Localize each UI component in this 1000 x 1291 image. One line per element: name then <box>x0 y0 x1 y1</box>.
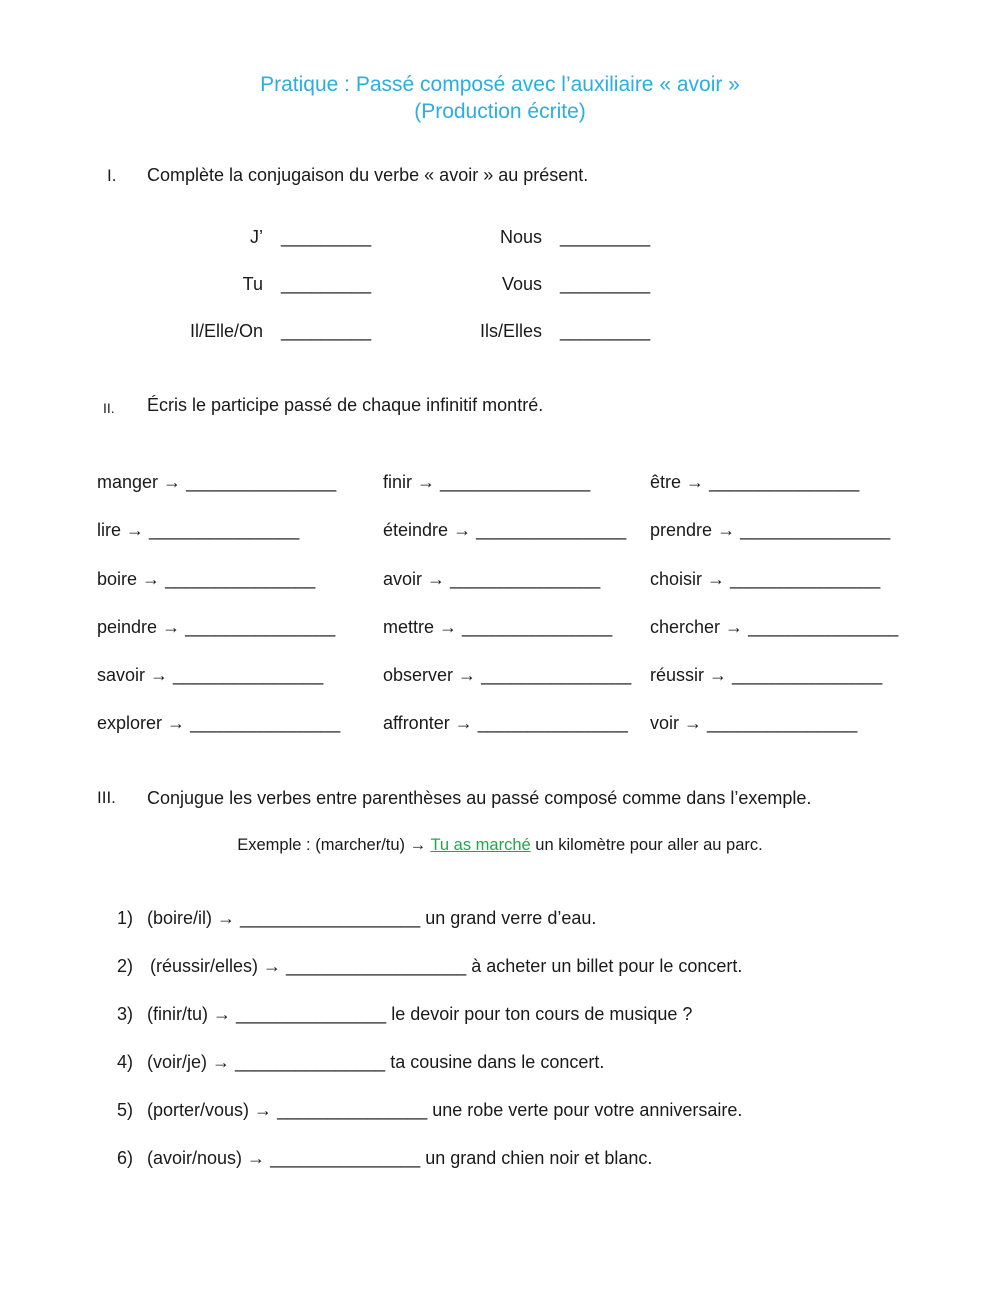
infinitive-label: affronter <box>383 713 450 733</box>
answer-blank[interactable]: _______________ <box>462 617 613 637</box>
arrow-icon: → <box>453 520 472 540</box>
answer-blank[interactable]: _________ <box>281 321 372 341</box>
participle-item <box>650 471 859 493</box>
answer-blank[interactable]: _______________ <box>440 472 591 492</box>
answer-blank[interactable]: _______________ <box>477 713 628 733</box>
participle-item <box>97 471 336 493</box>
participle-item <box>650 712 857 734</box>
arrow-icon: → <box>454 713 473 733</box>
sentence-rest: un grand verre d’eau. <box>425 908 597 928</box>
exercise-item <box>147 907 596 929</box>
answer-blank[interactable]: _______________ <box>709 472 860 492</box>
participle-item <box>383 471 590 493</box>
arrow-icon: → <box>163 472 182 492</box>
answer-blank[interactable]: _______________ <box>450 569 601 589</box>
infinitive-label: être <box>650 472 682 492</box>
infinitive-label: éteindre <box>383 520 449 540</box>
participle-item <box>650 568 880 590</box>
sentence-rest: ta cousine dans le concert. <box>390 1052 605 1072</box>
exercise-item <box>147 1099 742 1121</box>
participle-item <box>650 616 898 638</box>
exercise-item <box>147 1051 604 1073</box>
answer-blank[interactable]: _______________ <box>185 617 336 637</box>
answer-blank[interactable]: _______________ <box>730 569 881 589</box>
arrow-icon: → <box>686 472 705 492</box>
participle-item <box>383 664 631 686</box>
pronoun-tu: Tu <box>242 274 263 294</box>
infinitive-label: voir <box>650 713 680 733</box>
answer-blank[interactable]: _______________ <box>190 713 341 733</box>
verb-prompt: (porter/vous) → <box>147 1100 273 1120</box>
answer-blank[interactable]: _________ <box>560 274 651 294</box>
page-title: Pratique : Passé composé avec l’auxiliaire « avoir » <box>260 73 740 96</box>
answer-blank[interactable]: __________________ <box>286 956 467 976</box>
answer-blank[interactable]: _________ <box>560 227 651 247</box>
infinitive-label: choisir <box>650 569 703 589</box>
arrow-icon: → <box>150 665 169 685</box>
participle-item <box>97 568 315 590</box>
arrow-icon: → <box>439 617 458 637</box>
arrow-icon: → <box>427 569 446 589</box>
arrow-icon: → <box>709 665 728 685</box>
item-number: 4) <box>117 1052 134 1072</box>
answer-blank[interactable]: _______________ <box>476 520 627 540</box>
sentence-rest: une robe verte pour votre anniversaire. <box>432 1100 743 1120</box>
participle-item <box>383 519 626 541</box>
verb-prompt: (boire/il) → <box>147 908 236 928</box>
participle-item <box>383 616 612 638</box>
example-line <box>0 834 1000 856</box>
participle-item <box>97 616 335 638</box>
infinitive-label: prendre <box>650 520 713 540</box>
arrow-icon: → <box>417 472 436 492</box>
participle-item <box>97 712 340 734</box>
section-1-instruction: Complète la conjugaison du verbe « avoir » au présent. <box>147 165 589 185</box>
item-number: 3) <box>117 1004 134 1024</box>
example-prefix: Exemple : (marcher/tu) → <box>237 836 427 854</box>
participle-item <box>650 519 890 541</box>
example-suffix: un kilomètre pour aller au parc. <box>535 836 763 854</box>
arrow-icon: → <box>458 665 477 685</box>
infinitive-label: manger <box>97 472 159 492</box>
sentence-rest: le devoir pour ton cours de musique ? <box>391 1004 693 1024</box>
answer-blank[interactable]: _______________ <box>235 1052 386 1072</box>
answer-blank[interactable]: _______________ <box>165 569 316 589</box>
answer-blank[interactable]: _______________ <box>277 1100 428 1120</box>
pronoun-j: J’ <box>250 227 263 247</box>
participle-item <box>97 664 323 686</box>
infinitive-label: réussir <box>650 665 705 685</box>
infinitive-label: chercher <box>650 617 721 637</box>
infinitive-label: avoir <box>383 569 423 589</box>
section-1-numeral: I. <box>107 166 117 185</box>
item-number: 2) <box>117 956 134 976</box>
exercise-item <box>150 955 742 977</box>
item-number: 5) <box>117 1100 134 1120</box>
answer-blank[interactable]: _______________ <box>748 617 899 637</box>
verb-prompt: (réussir/elles) → <box>150 956 282 976</box>
answer-blank[interactable]: _________ <box>281 227 372 247</box>
arrow-icon: → <box>684 713 703 733</box>
answer-blank[interactable]: _______________ <box>740 520 891 540</box>
answer-blank[interactable]: _______________ <box>732 665 883 685</box>
section-3-instruction: Conjugue les verbes entre parenthèses au passé composé comme dans l’exemple. <box>147 788 812 808</box>
arrow-icon: → <box>142 569 161 589</box>
exercise-item <box>147 1147 652 1169</box>
answer-blank[interactable]: _______________ <box>173 665 324 685</box>
answer-blank[interactable]: __________________ <box>240 908 421 928</box>
example-answer: Tu as marché <box>430 836 531 854</box>
infinitive-label: savoir <box>97 665 146 685</box>
sentence-rest: à acheter un billet pour le concert. <box>471 956 743 976</box>
answer-blank[interactable]: _________ <box>281 274 372 294</box>
page-subtitle: (Production écrite) <box>414 100 586 123</box>
pronoun-il-elle-on: Il/Elle/On <box>189 321 263 341</box>
arrow-icon: → <box>167 713 186 733</box>
answer-blank[interactable]: _______________ <box>481 665 632 685</box>
infinitive-label: explorer <box>97 713 163 733</box>
verb-prompt: (avoir/nous) → <box>147 1148 266 1168</box>
item-number: 6) <box>117 1148 134 1168</box>
arrow-icon: → <box>717 520 736 540</box>
verb-prompt: (voir/je) → <box>147 1052 231 1072</box>
answer-blank[interactable]: _______________ <box>270 1148 421 1168</box>
participle-item <box>383 568 600 590</box>
item-number: 1) <box>117 908 134 928</box>
answer-blank[interactable]: _______________ <box>186 472 337 492</box>
exercise-item <box>147 1003 692 1025</box>
answer-blank[interactable]: _______________ <box>707 713 858 733</box>
infinitive-label: finir <box>383 472 413 492</box>
section-3-numeral: III. <box>97 788 116 807</box>
infinitive-label: observer <box>383 665 454 685</box>
participle-item <box>650 664 882 686</box>
arrow-icon: → <box>707 569 726 589</box>
pronoun-vous: Vous <box>501 274 542 294</box>
pronoun-nous: Nous <box>499 227 542 247</box>
infinitive-label: boire <box>97 569 138 589</box>
answer-blank[interactable]: _________ <box>560 321 651 341</box>
infinitive-label: peindre <box>97 617 158 637</box>
pronoun-ils-elles: Ils/Elles <box>479 321 542 341</box>
participle-item <box>383 712 628 734</box>
sentence-rest: un grand chien noir et blanc. <box>425 1148 653 1168</box>
participle-item <box>97 519 299 541</box>
infinitive-label: mettre <box>383 617 435 637</box>
infinitive-label: lire <box>97 520 122 540</box>
arrow-icon: → <box>162 617 181 637</box>
arrow-icon: → <box>126 520 145 540</box>
answer-blank[interactable]: _______________ <box>149 520 300 540</box>
section-2-instruction: Écris le participe passé de chaque infinitif montré. <box>147 395 544 415</box>
section-2-numeral: II. <box>103 400 115 416</box>
answer-blank[interactable]: _______________ <box>236 1004 387 1024</box>
verb-prompt: (finir/tu) → <box>147 1004 232 1024</box>
arrow-icon: → <box>725 617 744 637</box>
